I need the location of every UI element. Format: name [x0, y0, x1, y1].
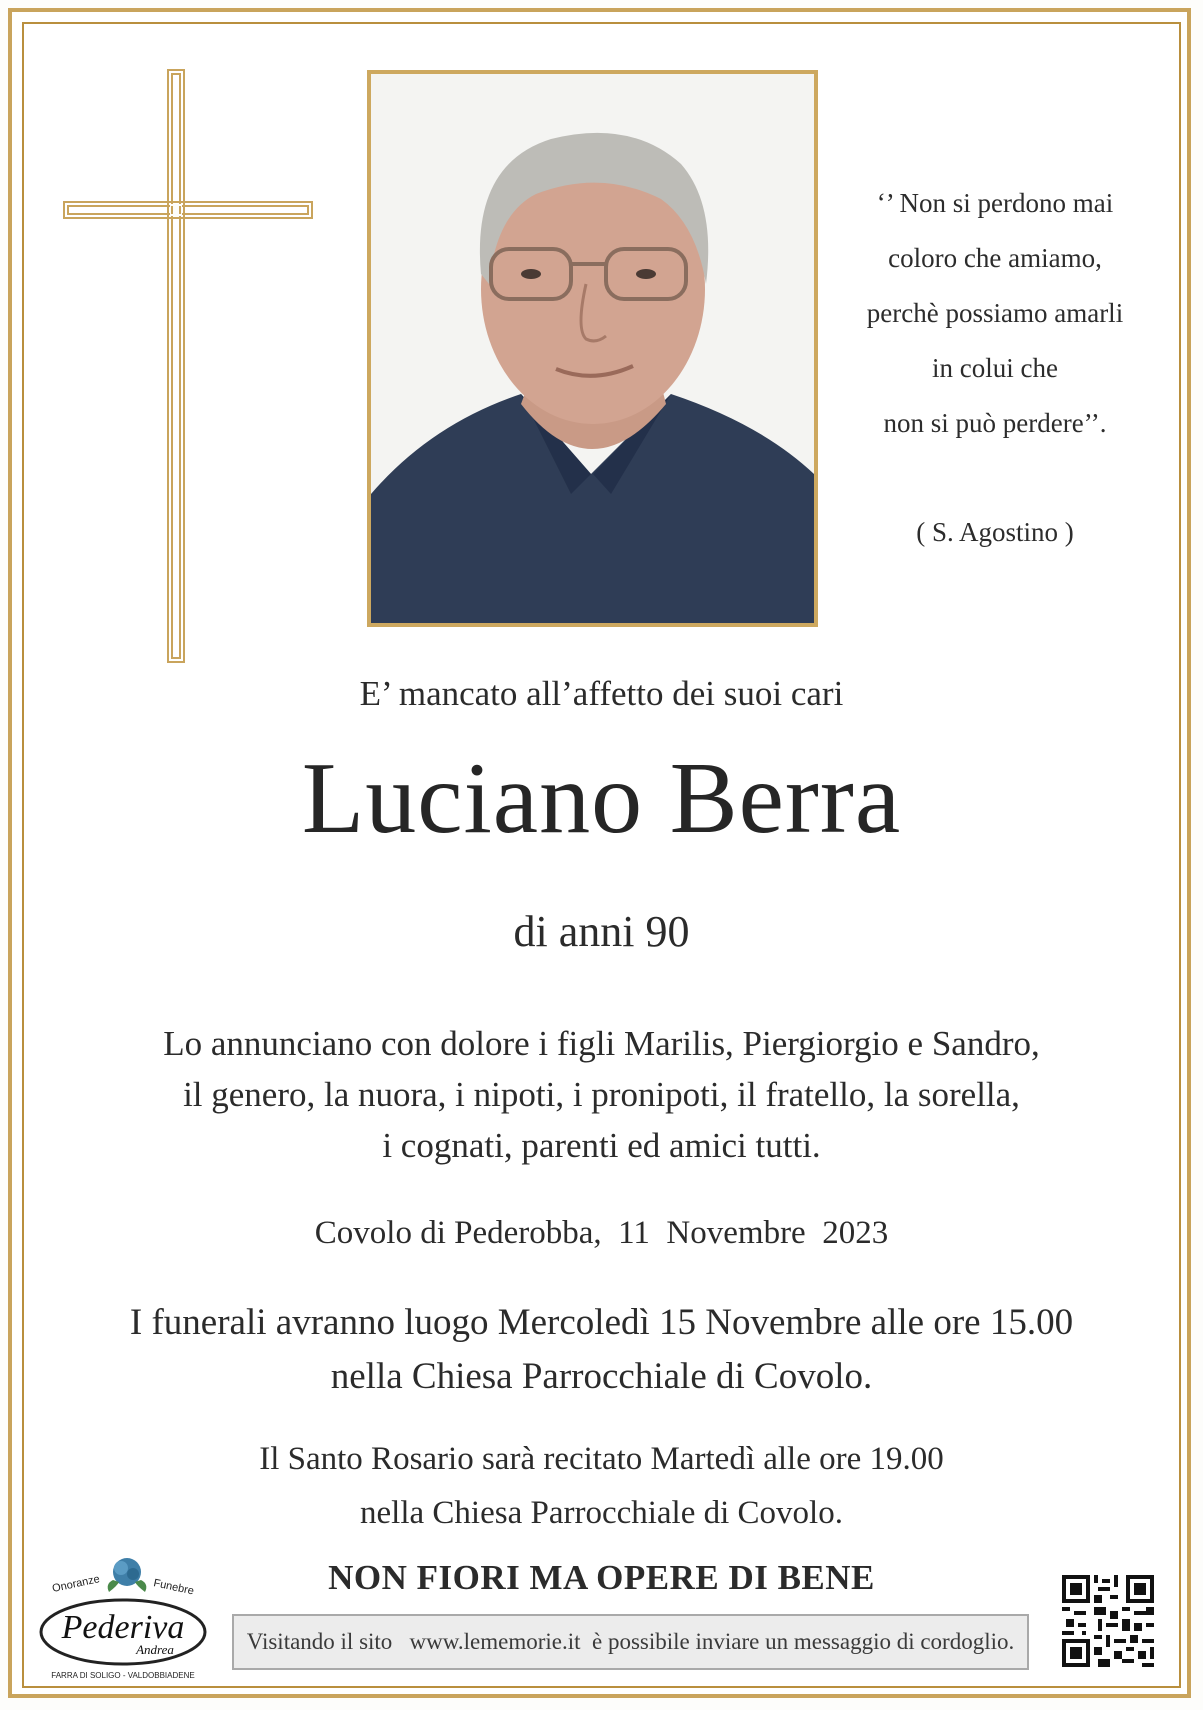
quote-line: perchè possiamo amarli: [866, 298, 1124, 328]
announcement: [0, 1018, 1203, 1171]
no-flowers-text: NON FIORI MA OPERE DI BENE: [328, 1558, 875, 1597]
rose-logo-icon: [35, 1550, 211, 1682]
qr-code-icon: [1062, 1575, 1154, 1667]
logo-bottom: FARRA DI SOLIGO - VALDOBBIADENE: [51, 1671, 195, 1680]
rose-icon: [108, 1558, 147, 1592]
quote-block: [820, 176, 1170, 560]
deceased-name: Luciano Berra: [301, 742, 902, 855]
funeral-line: nella Chiesa Parrocchiale di Covolo.: [330, 1356, 873, 1397]
condolence-notice: Visitando il sito www.lememorie.it è possibile inviare un messaggio di cordoglio.: [232, 1614, 1029, 1670]
rosary-line: Il Santo Rosario sarà recitato Martedì alle ore 19.00: [259, 1441, 944, 1477]
quote-line: in colui che: [932, 353, 1058, 383]
age-text: di anni 90: [513, 907, 690, 956]
announcement-line: i cognati, parenti ed amici tutti.: [382, 1126, 821, 1165]
funeral-info: [0, 1296, 1203, 1404]
portrait-photo: [367, 70, 818, 627]
quote-line: ‘’ Non si perdono mai: [876, 188, 1114, 218]
announcement-line: Lo annunciano con dolore i figli Marilis, Piergiorgio e Sandro,: [163, 1024, 1040, 1063]
intro-text: E’ mancato all’affetto dei suoi cari: [359, 674, 844, 713]
rosary-line: nella Chiesa Parrocchiale di Covolo.: [360, 1495, 843, 1531]
quote-line: non si può perdere’’.: [883, 408, 1107, 438]
funeral-line: I funerali avranno luogo Mercoledì 15 Novembre alle ore 15.00: [129, 1302, 1074, 1343]
logo-top-left: Onoranze: [51, 1573, 101, 1595]
rosary-info: [0, 1432, 1203, 1540]
portrait-illustration: [371, 74, 814, 623]
logo-script-name: Pederiva: [61, 1609, 185, 1646]
logo-top-right: Funebre: [152, 1577, 195, 1598]
logo-sub-name: Andrea: [136, 1642, 174, 1657]
gold-cross-icon: [62, 68, 314, 664]
announcement-line: il genero, la nuora, i nipoti, i pronipoti, il fratello, la sorella,: [183, 1075, 1020, 1114]
quote-line: coloro che amiamo,: [888, 243, 1102, 273]
quote-author: ( S. Agostino ): [916, 517, 1074, 547]
place-date: Covolo di Pederobba, 11 Novembre 2023: [314, 1215, 889, 1251]
